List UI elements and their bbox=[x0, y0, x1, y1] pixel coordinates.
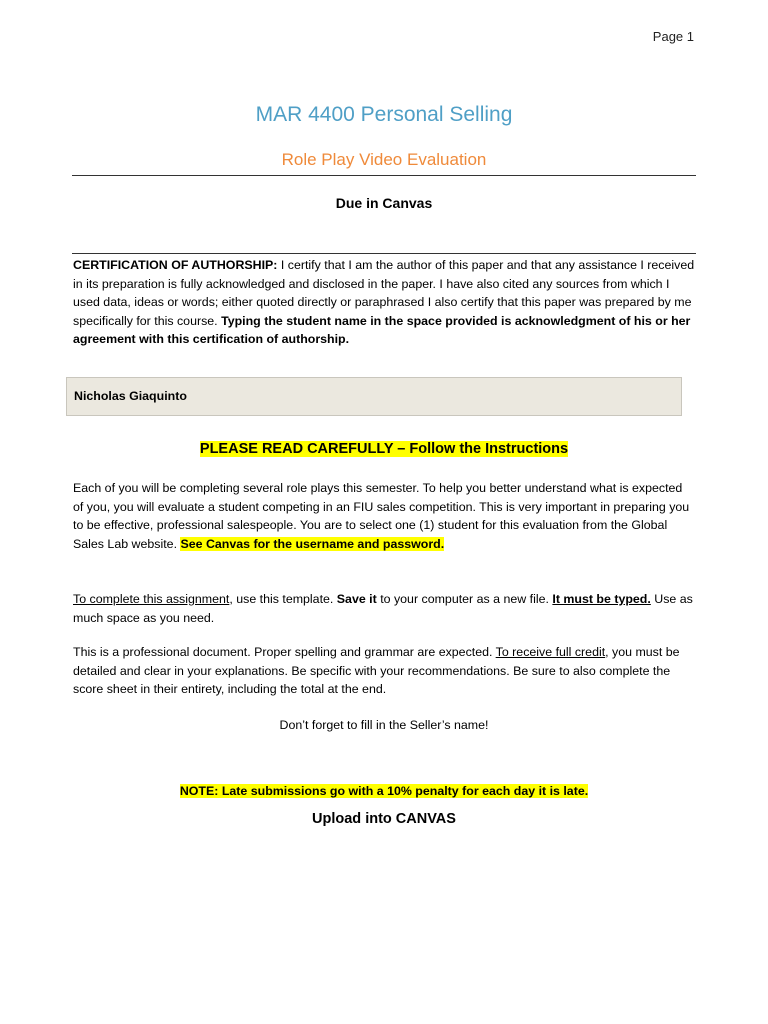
late-penalty-note-text: NOTE: Late submissions go with a 10% penalty for each day it is late. bbox=[179, 784, 589, 798]
instructions-heading bbox=[0, 441, 768, 457]
certification-paragraph bbox=[73, 256, 695, 349]
instructions-paragraph-3 bbox=[73, 643, 695, 699]
p3-text-2: , you must be detailed and clear in your explanations. Be specific with your recommendations. Be sure to also complete the score sheet in their entirety, including the total at the end. bbox=[73, 645, 680, 696]
upload-instruction: Upload into CANVAS bbox=[312, 811, 456, 827]
document-subtitle: Role Play Video Evaluation bbox=[281, 150, 487, 169]
student-name-field[interactable] bbox=[66, 377, 682, 416]
late-penalty-note bbox=[0, 784, 768, 798]
canvas-credentials-highlight: See Canvas for the username and password. bbox=[180, 536, 445, 551]
instructions-heading-text: PLEASE READ CAREFULLY – Follow the Instructions bbox=[199, 441, 569, 457]
student-name-value: Nicholas Giaquinto bbox=[74, 389, 187, 403]
p3-underline: To receive full credit bbox=[495, 645, 606, 659]
p2-underline: To complete this assignment bbox=[73, 592, 230, 606]
instructions-paragraph-2 bbox=[73, 590, 695, 627]
p2-bold-underline: It must be typed. bbox=[552, 592, 651, 606]
p2-text-2: to your computer as a new file. bbox=[376, 592, 553, 606]
certification-bold-text: Typing the student name in the space provided is acknowledgment of his or her agreement with this certification of authorship. bbox=[73, 313, 691, 346]
p2-text-3: Use as much space as you need. bbox=[73, 592, 693, 625]
due-divider bbox=[72, 253, 696, 254]
title-divider bbox=[72, 175, 696, 176]
instructions-paragraph-1 bbox=[73, 479, 695, 553]
page-number: Page 1 bbox=[652, 29, 694, 44]
document-title: MAR 4400 Personal Selling bbox=[255, 103, 513, 126]
p3-text-1: This is a professional document. Proper spelling and grammar are expected. bbox=[73, 645, 496, 659]
p1-text: Each of you will be completing several role plays this semester. To help you better understand what is expected of you, you will evaluate a student competing in an FIU sales competition. This is very important in preparing you to be effective, professional salespeople. You are to select one (1) student for this evaluation from the Global Sales Lab website. bbox=[73, 481, 690, 551]
p2-text-1: , use this template. bbox=[229, 592, 337, 606]
certification-label: CERTIFICATION OF AUTHORSHIP: bbox=[73, 258, 278, 272]
p2-bold: Save it bbox=[336, 592, 377, 606]
certification-text: I certify that I am the author of this paper and that any assistance I received in its preparation is fully acknowledged and disclosed in the paper. I have also cited any sources from which I used data, ideas or words; either quoted directly or paraphrased I also certify that this paper was prepared by me specifically for this course. bbox=[73, 258, 695, 328]
due-label: Due in Canvas bbox=[335, 195, 433, 211]
seller-name-reminder: Don’t forget to fill in the Seller’s name! bbox=[279, 718, 489, 732]
